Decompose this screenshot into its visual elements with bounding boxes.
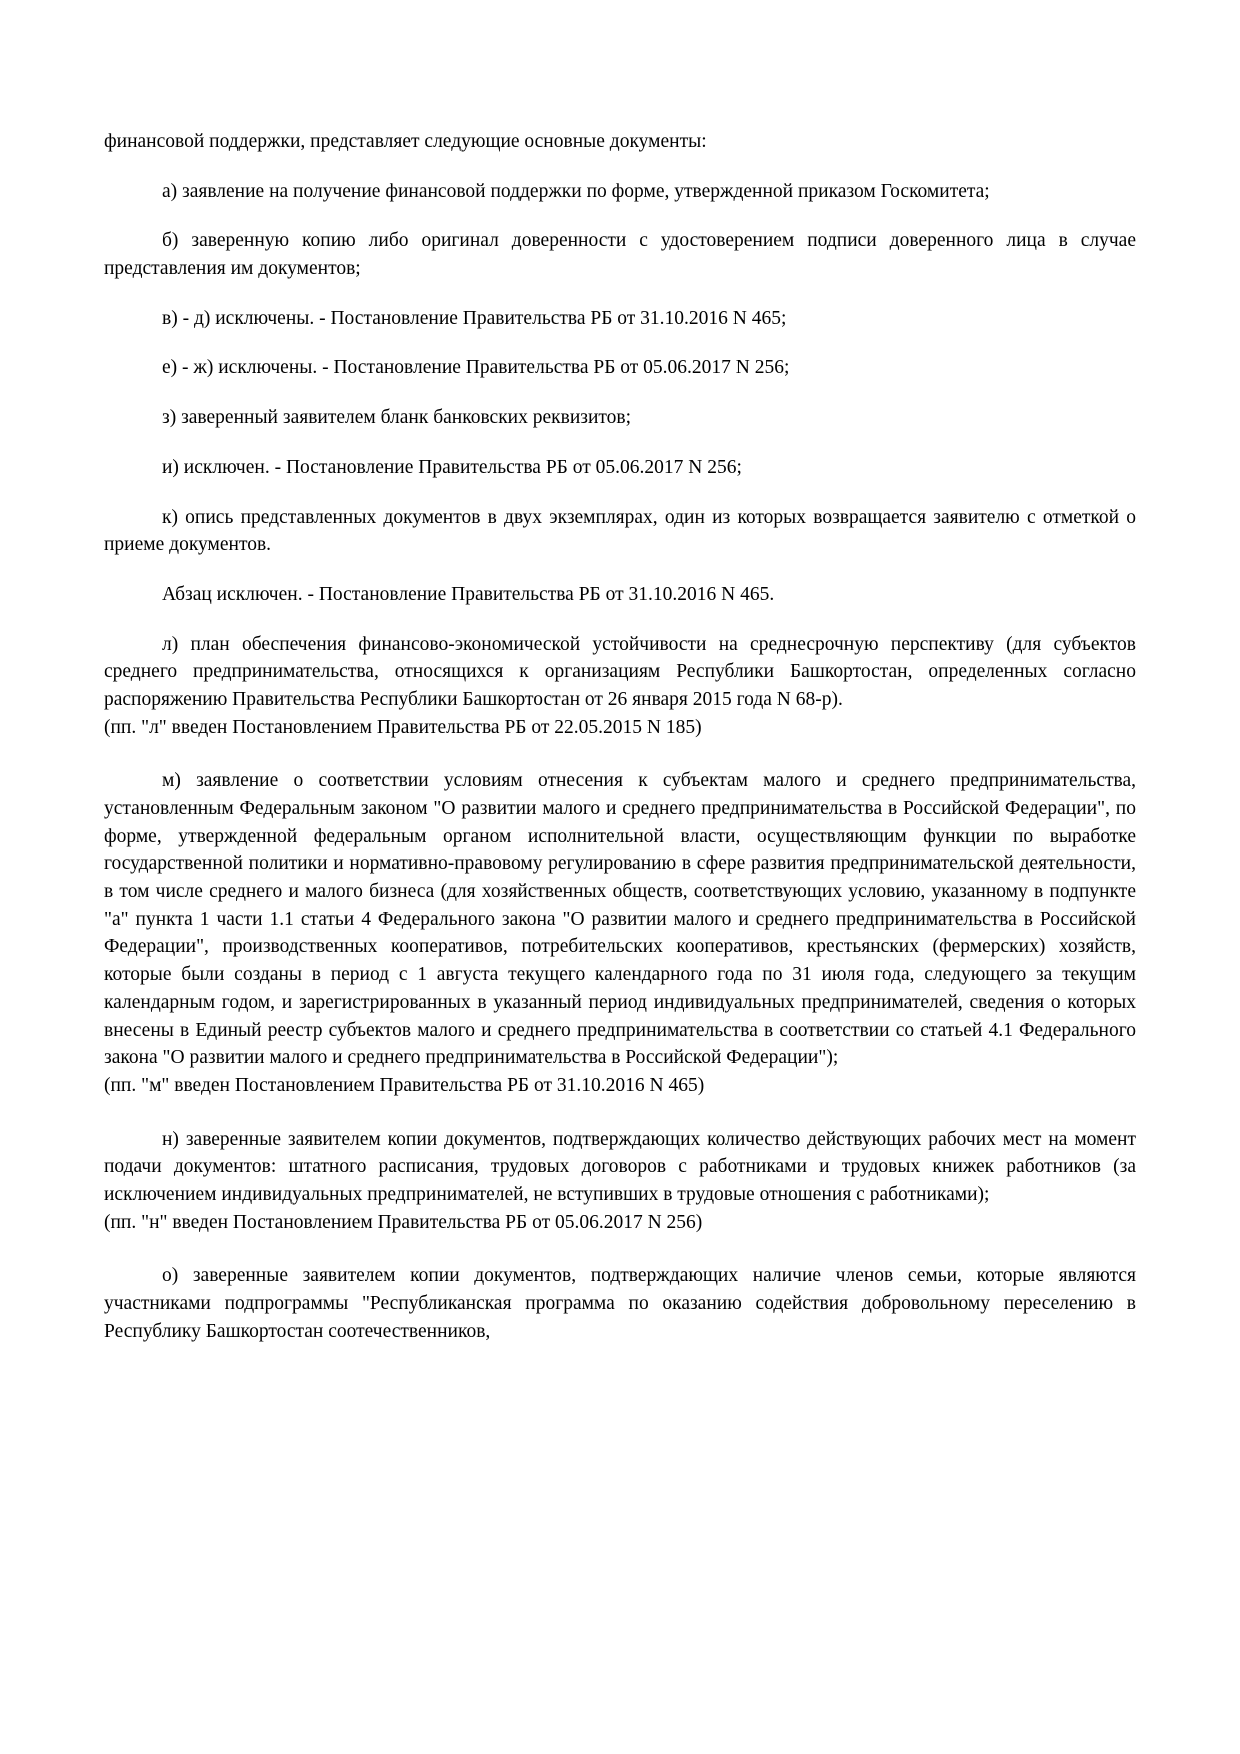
paragraph-item-o: о) заверенные заявителем копии документов, подтверждающих наличие членов семьи, которые являются участниками подпрограммы "Республиканская программа по оказанию содействия добровольному переселению в Республику Башкортостан соотечественников, [104,1265,1136,1342]
paragraph-item-b: б) заверенную копию либо оригинал доверенности с удостоверением подписи доверенного лица в случае представления им документов; [104,230,1136,280]
source-note-item-l: (пп. "л" введен Постановлением Правительства РБ от 22.05.2015 N 185) [104,716,702,738]
document-body [104,128,1136,1345]
paragraph-item-a: а) заявление на получение финансовой поддержки по форме, утвержденной приказом Госкомитета; [162,180,990,202]
paragraph-item-z: з) заверенный заявителем бланк банковских реквизитов; [162,407,632,429]
paragraph-item-l: л) план обеспечения финансово-экономической устойчивости на среднесрочную перспективу (для субъектов среднего предпринимательства, относящихся к организациям Республики Башкортостан, определенных согласно распоряжению Правительства Республики Башкортостан от 26 января 2015 года N 68-р). [104,633,1136,710]
paragraph-abzac-excluded: Абзац исключен. - Постановление Правительства РБ от 31.10.2016 N 465. [162,583,775,605]
paragraph-item-k: к) опись представленных документов в двух экземплярах, один из которых возвращается заявителю с отметкой о приеме документов. [104,506,1136,556]
paragraph-item-v-d: в) - д) исключены. - Постановление Правительства РБ от 31.10.2016 N 465; [162,307,787,329]
paragraph-lead: финансовой поддержки, представляет следующие основные документы: [104,131,707,152]
paragraph-item-n: н) заверенные заявителем копии документов, подтверждающих количество действующих рабочих мест на момент подачи документов: штатного расписания, трудовых договоров с работниками и трудовых книжек работников (за исключением индивидуальных предпринимателей, не вступивших в трудовые отношения с работниками); [104,1128,1136,1205]
source-note-item-n: (пп. "н" введен Постановлением Правительства РБ от 05.06.2017 N 256) [104,1211,703,1233]
paragraph-item-i: и) исключен. - Постановление Правительства РБ от 05.06.2017 N 256; [162,456,742,478]
source-note-item-m: (пп. "м" введен Постановлением Правительства РБ от 31.10.2016 N 465) [104,1074,705,1096]
paragraph-item-e-zh: е) - ж) исключены. - Постановление Правительства РБ от 05.06.2017 N 256; [162,357,790,379]
paragraph-item-m: м) заявление о соответствии условиям отнесения к субъектам малого и среднего предпринимательства, установленным Федеральным законом "О развитии малого и среднего предпринимательства в Российской Федерации", по форме, утвержденной федеральным органом исполнительной власти, осуществляющим функции по выработке государственной политики и нормативно-правовому регулированию в сфере развития предпринимательской деятельности, в том числе среднего и малого бизнеса (для хозяйственных обществ, соответствующих условию, указанному в подпункте "а" пункта 1 части 1.1 статьи 4 Федерального закона "О развитии малого и среднего предпринимательства в Российской Федерации", производственных кооперативов, потребительских кооперативов, крестьянских (фермерских) хозяйств, которые были созданы в период с 1 августа текущего календарного года по 31 июля года, следующего за текущим календарным годом, и зарегистрированных в указанный период индивидуальных предпринимателей, сведения о которых внесены в Единый реестр субъектов малого и среднего предпринимательства в соответствии со статьей 4.1 Федерального закона "О развитии малого и среднего предпринимательства в Российской Федерации"); [104,770,1136,1069]
